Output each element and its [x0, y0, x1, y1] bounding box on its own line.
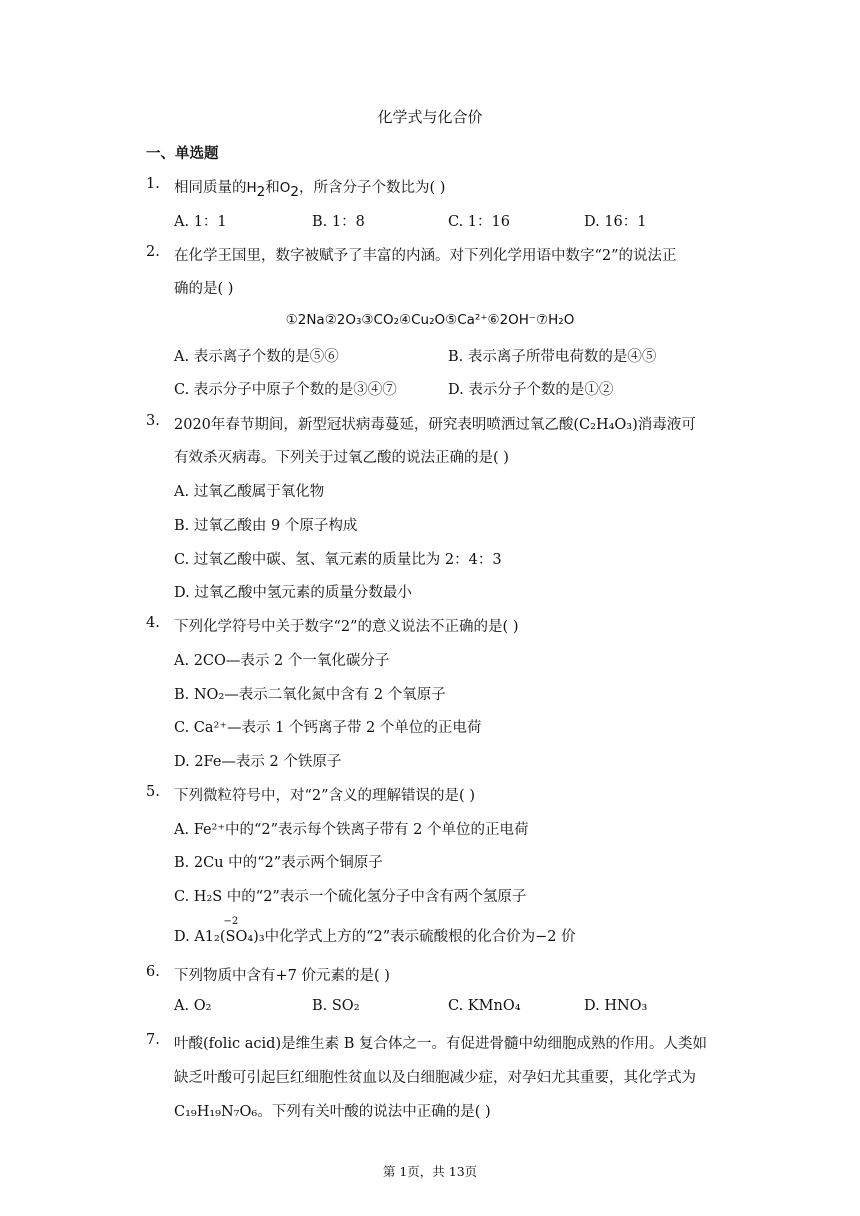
option-d: D. A1₂( −2 SO₄)₃中化学式上方的“2”表示硫酸根的化合价为−2 价 — [174, 916, 576, 945]
option-c: C. Ca²⁺—表示 1 个钙离子带 2 个单位的正电荷 — [174, 720, 482, 736]
question-3-stem: 2020年春节期间，新型冠状病毒蔓延，研究表明喷洒过氧乙酸(C₂H₄O₃)消毒液可 — [174, 417, 696, 433]
question-4-stem: 下列化学符号中关于数字“2”的意义说法不正确的是( ) — [174, 619, 519, 635]
option-d: D. HNO₃ — [584, 998, 648, 1014]
option-b: B. SO₂ — [312, 998, 360, 1014]
option-c: C. H₂S 中的“2”表示一个硫化氢分子中含有两个氢原子 — [174, 889, 527, 905]
question-number: 2. — [146, 244, 160, 260]
question-7-stem-cont: 缺乏叶酸可引起巨红细胞性贫血以及白细胞减少症，对孕妇尤其重要，其化学式为 — [174, 1070, 696, 1086]
question-number: 4. — [146, 615, 160, 631]
option-b: B. 过氧乙酸由 9 个原子构成 — [174, 518, 358, 534]
question-3-stem-cont: 有效杀灭病毒。下列关于过氧乙酸的说法正确的是( ) — [174, 450, 509, 466]
section-heading: 一、单选题 — [146, 146, 219, 162]
question-number: 1. — [146, 176, 160, 192]
option-a: A. 1：1 — [174, 214, 227, 230]
option-a: A. Fe²⁺中的“2”表示每个铁离子带有 2 个单位的正电荷 — [174, 822, 529, 838]
option-b: B. 2Cu 中的“2”表示两个铜原子 — [174, 855, 383, 871]
question-number: 7. — [146, 1032, 160, 1048]
option-b: B. NO₂—表示二氧化氮中含有 2 个氧原子 — [174, 687, 446, 703]
option-a: A. O₂ — [174, 998, 212, 1014]
option-d: D. 16：1 — [584, 214, 647, 230]
question-1-stem: 相同质量的$H_2$和$O_2$，所含分子个数比为( ) — [174, 180, 446, 200]
question-2-stem-cont: 确的是( ) — [174, 281, 234, 297]
option-b: B. 1：8 — [312, 214, 365, 230]
question-number: 5. — [146, 784, 160, 800]
option-c: C. 1：16 — [448, 214, 510, 230]
option-a: A. 过氧乙酸属于氧化物 — [174, 484, 325, 500]
option-a: A. 表示离子个数的是⑤⑥ — [174, 349, 339, 365]
question-7-stem: 叶酸(folic acid)是维生素 B 复合体之一。有促进骨髓中幼细胞成熟的作用。人类如 — [174, 1036, 707, 1052]
option-a: A. 2CO—表示 2 个一氧化碳分子 — [174, 653, 390, 669]
question-2-stem: 在化学王国里，数字被赋予了丰富的内涵。对下列化学用语中数字“2”的说法正 — [174, 248, 677, 264]
option-c: C. KMnO₄ — [448, 998, 521, 1014]
option-d: D. 过氧乙酸中氢元素的质量分数最小 — [174, 585, 412, 601]
option-d: D. 表示分子个数的是①② — [448, 382, 614, 398]
question-6-stem: 下列物质中含有+7 价元素的是( ) — [174, 968, 390, 984]
question-number: 6. — [146, 964, 160, 980]
question-2-formula: ①2Na②2O₃③CO₂④Cu₂O⑤Ca²⁺⑥2OH⁻⑦H₂O — [285, 312, 575, 328]
option-c: C. 过氧乙酸中碳、氢、氧元素的质量比为 2：4：3 — [174, 552, 502, 568]
page-title: 化学式与化合价 — [377, 108, 483, 126]
option-c: C. 表示分子中原子个数的是③④⑦ — [174, 382, 397, 398]
question-5-stem: 下列微粒符号中，对“2”含义的理解错误的是( ) — [174, 788, 475, 804]
question-7-stem-cont: C₁₉H₁₉N₇O₆。下列有关叶酸的说法中正确的是( ) — [174, 1104, 491, 1120]
option-b: B. 表示离子所带电荷数的是④⑤ — [448, 349, 657, 365]
page-footer: 第 1页，共 13页 — [382, 1164, 478, 1179]
option-d: D. 2Fe—表示 2 个铁原子 — [174, 754, 342, 770]
question-number: 3. — [146, 413, 160, 429]
